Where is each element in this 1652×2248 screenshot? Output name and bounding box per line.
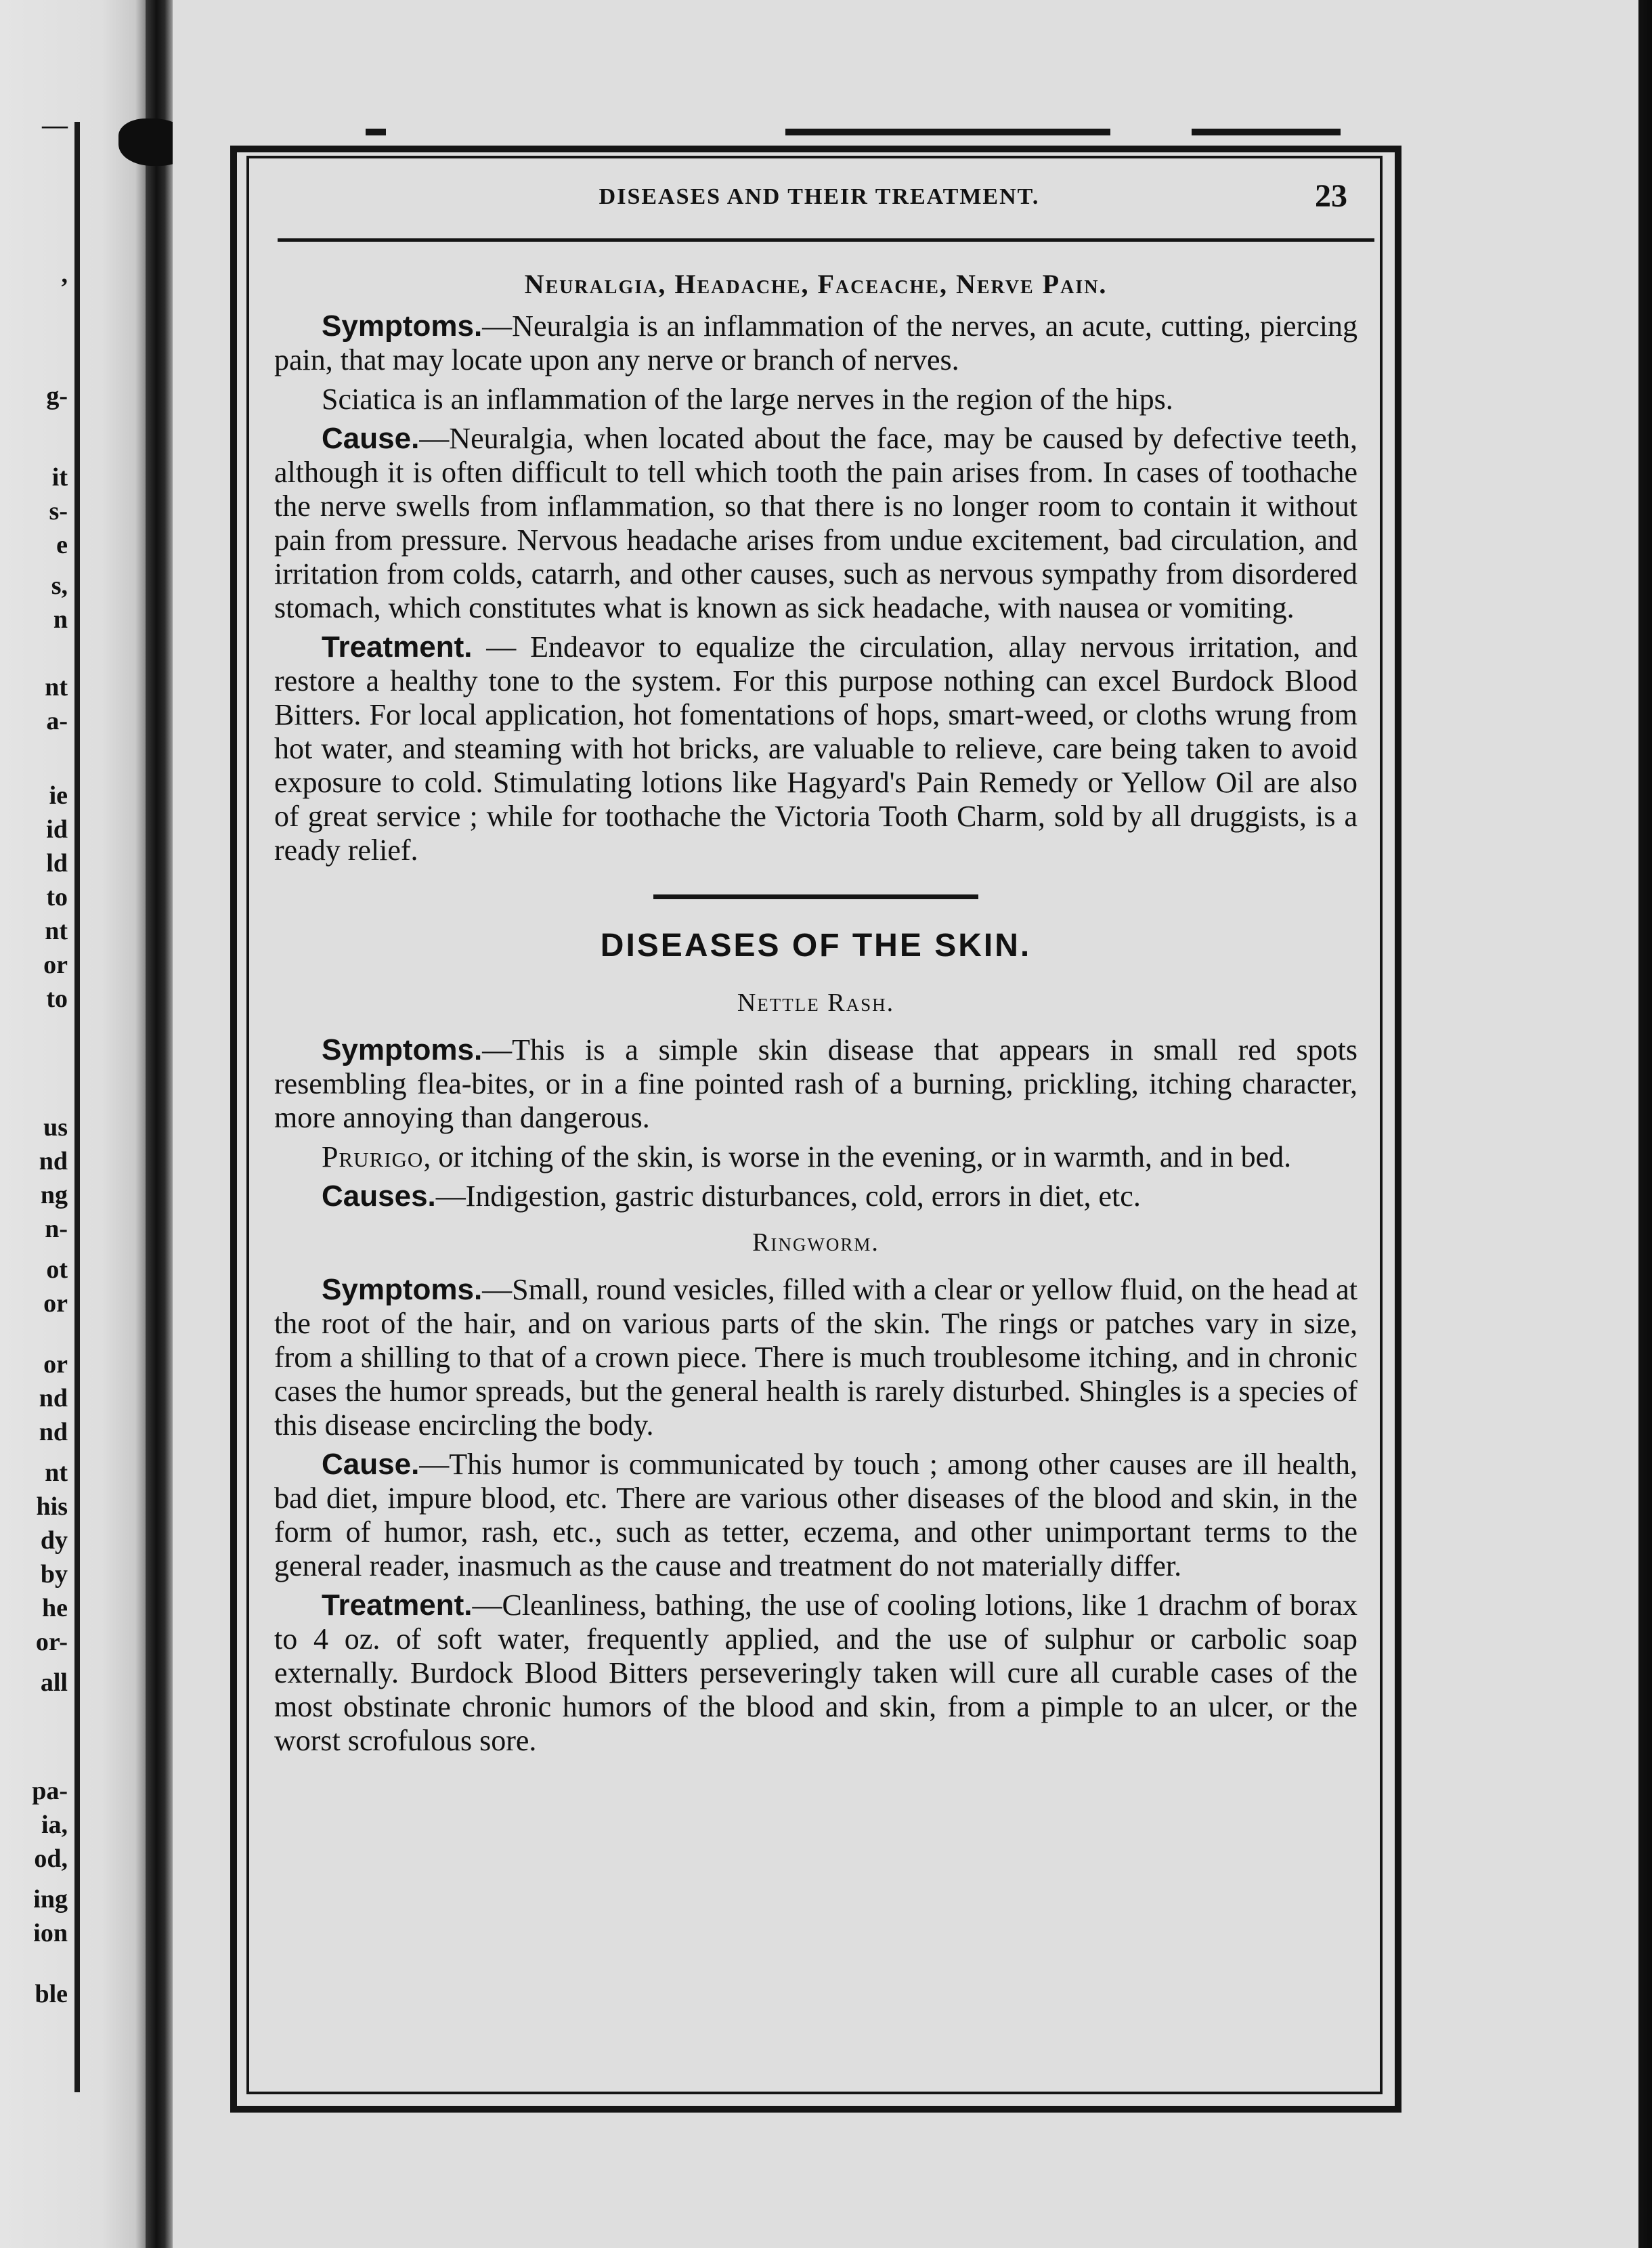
page-number: 23 <box>1315 178 1347 214</box>
ringworm-heading: Ringworm. <box>752 1228 879 1257</box>
facing-page-fragment: all <box>40 1668 68 1697</box>
top-ink-mark <box>366 129 386 135</box>
facing-page-fragment: nd <box>39 1418 68 1446</box>
facing-page-fragment: he <box>42 1594 68 1622</box>
facing-page-fragment: g- <box>46 382 68 410</box>
facing-page-fragment: od, <box>34 1844 68 1873</box>
facing-page-fragment: ld <box>46 849 68 878</box>
facing-page-fragment: a- <box>46 707 68 735</box>
facing-page-fragment: by <box>40 1560 68 1588</box>
facing-page-fragment: id <box>46 815 68 844</box>
facing-page-fragment: n <box>53 605 68 634</box>
facing-page-fragment: ot <box>46 1255 68 1284</box>
neuralgia-heading: Neuralgia, Headache, Faceache, Nerve Pain. <box>524 269 1108 299</box>
facing-page-fragment: pa- <box>32 1777 68 1805</box>
facing-page-fragment: nd <box>39 1384 68 1412</box>
cause-text: —This humor is communicated by touch ; among other causes are ill health, bad diet, impure blood, etc. There are various other diseases of the blood and skin, in the form of humor, rash, etc., such as tetter, eczema, and other unimportant terms to the general reader, inasmuch as the cause and treatment do not materially differ. <box>274 1448 1357 1582</box>
facing-page-fragment: us <box>43 1113 68 1142</box>
symptoms-label: Symptoms. <box>322 1033 483 1066</box>
running-head: DISEASES AND THEIR TREATMENT. <box>599 184 1040 209</box>
facing-page-fragment: ble <box>35 1980 68 2008</box>
cause-text: —Neuralgia, when located about the face, may be caused by defective teeth, although it is often difficult to tell which tooth the pain arises from. In cases of toothache the nerve swells from inflammation, so that there is no longer room to contain it without pain from pressure. Nervous headache arises from undue excitement, bad circulation, and irritation from colds, catarrh, and other causes, such as nervous sympathy from disordered stomach, which constitutes what is known as sick headache, with nausea or vomiting. <box>274 422 1357 624</box>
treatment-text: —Cleanliness, bathing, the use of cooling lotions, like 1 drachm of borax to 4 oz. of soft water, frequently applied, and the use of sulphur or carbolic soap externally. Burdock Blood Bitters perseveringly taken will cure all curable cases of the most obstinate chronic humors of the blood and skin, from a pimple to an ulcer, or the worst scrofulous sore. <box>274 1588 1357 1757</box>
book-gutter <box>146 0 173 2248</box>
facing-page-fragment: s, <box>51 571 68 600</box>
facing-page-fragment: or <box>43 1289 68 1318</box>
prurigo-paragraph <box>274 1140 1357 1174</box>
facing-page-fragment: nd <box>39 1147 68 1175</box>
neuralgia-treatment <box>274 630 1357 867</box>
treatment-label: Treatment. <box>322 630 473 664</box>
nettle-rash-heading: Nettle Rash. <box>737 989 895 1017</box>
top-ink-mark <box>1192 129 1341 135</box>
facing-page-fragment: n- <box>45 1215 68 1243</box>
neuralgia-symptoms <box>274 309 1357 377</box>
facing-page-fragment: or <box>43 1350 68 1379</box>
symptoms-text: —Neuralgia is an inflammation of the nerves, an acute, cutting, piercing pain, that may locate upon any nerve or branch of nerves. <box>274 309 1357 376</box>
page-content <box>274 267 1357 1763</box>
section-divider <box>653 894 978 899</box>
symptoms-text: —This is a simple skin disease that appears in small red spots resembling flea-bites, or in a fine pointed rash of a burning, prickling, itching character, more annoying than dangerous. <box>274 1033 1357 1134</box>
top-ink-mark <box>785 129 1110 135</box>
symptoms-text: —Small, round vesicles, filled with a clear or yellow fluid, on the head at the root of the hair, and on various parts of the skin. The rings or patches vary in size, from a shilling to that of a crown piece. There is much troublesome itching, and in chronic cases the humor spreads, but the general health is rarely disturbed. Shingles is a species of this disease encircling the body. <box>274 1273 1357 1442</box>
nettle-causes <box>274 1180 1357 1213</box>
facing-page-fragment: e <box>56 531 68 559</box>
causes-text: —Indigestion, gastric disturbances, cold, errors in diet, etc. <box>435 1180 1141 1213</box>
facing-page-fragment: nt <box>45 917 68 945</box>
facing-page-fragment: dy <box>40 1526 68 1555</box>
skin-section-title: DISEASES OF THE SKIN. <box>600 928 1032 964</box>
sciatica-paragraph: Sciatica is an inflammation of the large nerves in the region of the hips. <box>322 383 1173 416</box>
facing-page-fragment: to <box>46 883 68 911</box>
facing-page-fragment: ia, <box>41 1811 68 1839</box>
symptoms-label: Symptoms. <box>322 1273 483 1306</box>
facing-page-fragment: ie <box>49 781 68 810</box>
neuralgia-cause <box>274 422 1357 625</box>
facing-page-border <box>74 122 80 2092</box>
treatment-label: Treatment. <box>322 1588 473 1622</box>
cause-label: Cause. <box>322 422 420 455</box>
prurigo-term: Prurigo <box>322 1140 424 1173</box>
facing-page-fragment: it <box>51 463 68 492</box>
facing-page-fragment: ion <box>33 1919 68 1947</box>
facing-page-fragment: or <box>43 951 68 979</box>
facing-page-fragment: — <box>42 111 68 139</box>
symptoms-label: Symptoms. <box>322 309 483 343</box>
ringworm-cause <box>274 1448 1357 1583</box>
causes-label: Causes. <box>322 1180 436 1213</box>
facing-page-edge <box>0 0 146 2248</box>
facing-page-fragment: s- <box>49 497 68 525</box>
ringworm-symptoms <box>274 1273 1357 1442</box>
header-rule <box>278 238 1374 242</box>
facing-page-fragment: ing <box>33 1885 68 1914</box>
facing-page-fragment: nt <box>45 1458 68 1487</box>
treatment-text: — Endeavor to equalize the circulation, allay nervous irritation, and restore a healthy tone to the system. For this purpose nothing can excel Burdock Blood Bitters. For local application, hot fomentations of hops, smart-weed, or cloths wrung from hot water, and steaming with hot bricks, are valuable to relieve, care being taken to avoid exposure to cold. Stimulating lotions like Hagyard's Pain Remedy or Yellow Oil are also of great service ; while for toothache the Victoria Tooth Charm, sold by all druggists, is a ready relief. <box>274 630 1357 867</box>
nettle-symptoms <box>274 1033 1357 1135</box>
cause-label: Cause. <box>322 1448 420 1481</box>
facing-page-fragment: to <box>46 985 68 1013</box>
facing-page-fragment: his <box>36 1492 68 1521</box>
facing-page-fragment: or- <box>35 1628 68 1656</box>
prurigo-text: , or itching of the skin, is worse in the evening, or in warmth, and in bed. <box>423 1140 1292 1173</box>
facing-page-fragment: , <box>61 260 68 288</box>
ringworm-treatment <box>274 1588 1357 1758</box>
facing-page-fragment: ng <box>40 1181 68 1209</box>
page-header <box>271 177 1354 218</box>
facing-page-fragment: nt <box>45 673 68 701</box>
